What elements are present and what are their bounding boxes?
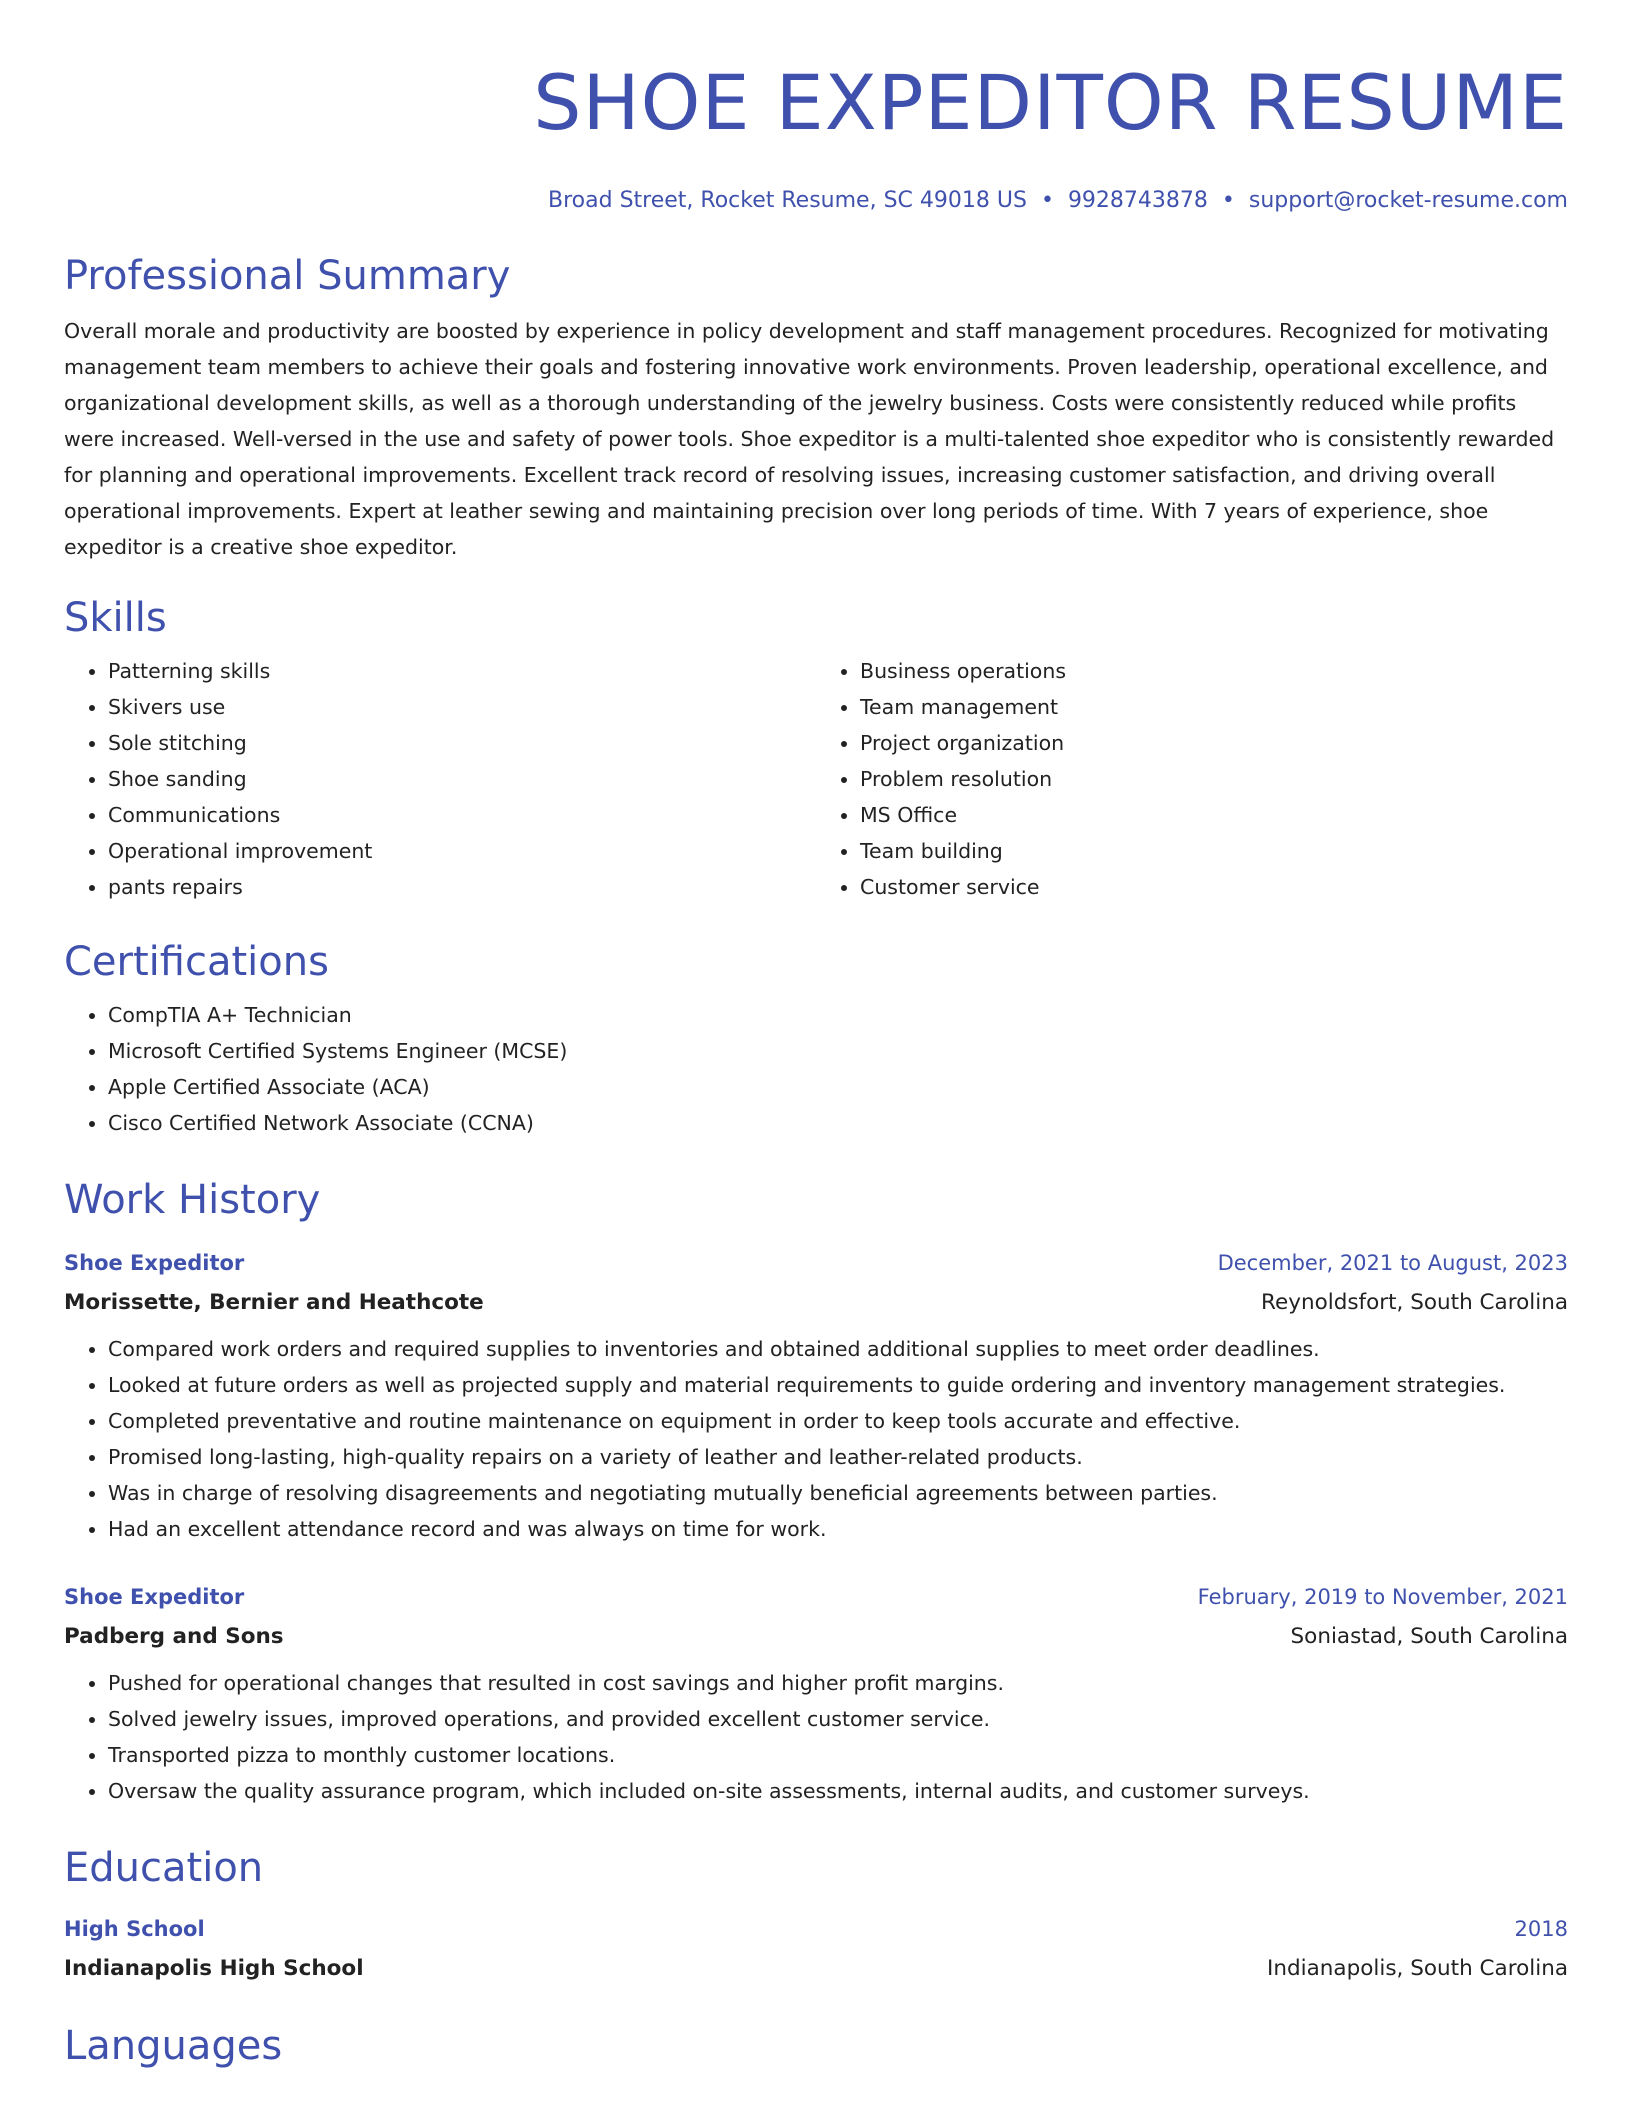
education-heading: Education xyxy=(64,1845,264,1891)
job-bullet: • Transported pizza to monthly customer locations. xyxy=(108,1737,1568,1773)
education-header-row xyxy=(64,1909,1568,1949)
contact-line xyxy=(64,186,1568,216)
job-bullets xyxy=(64,1331,1568,1547)
job-bullet: • Looked at future orders as well as projected supply and material requirements to guide ordering and inventory management strategies. xyxy=(108,1367,1568,1403)
certifications-list xyxy=(64,997,1568,1141)
summary-text: Overall morale and productivity are boosted by experience in policy development and staff management procedures. Recognized for motivating management team members to achieve their goals and fostering innovative work environments. Proven leadership, operational excellence, and organizational development skills, as well as a thorough understanding of the jewelry business. Costs were consistently reduced while profits were increased. Well-versed in the use and safety of power tools. Shoe expeditor is a multi-talented shoe expeditor who is consistently rewarded for planning and operational improvements. Excellent track record of resolving issues, increasing customer satisfaction, and driving overall operational improvements. Expert at leather sewing and maintaining precision over long periods of time. With 7 years of experience, shoe expeditor is a creative shoe expeditor. xyxy=(64,319,1555,559)
job-role: Shoe Expeditor xyxy=(64,1251,245,1275)
education-location: Indianapolis, South Carolina xyxy=(1267,1956,1568,1981)
job-role: Shoe Expeditor xyxy=(64,1585,245,1609)
job-company: Morissette, Bernier and Heathcote xyxy=(64,1290,484,1315)
resume-header xyxy=(64,0,1568,216)
job-dates: February, 2019 to November, 2021 xyxy=(1197,1585,1568,1609)
skill-item: • Problem resolution xyxy=(860,761,1568,797)
skill-item: • MS Office xyxy=(860,797,1568,833)
certification-item: • Microsoft Certified Systems Engineer (MCSE) xyxy=(108,1033,1568,1069)
resume-page xyxy=(64,0,1568,2071)
skill-item: • Customer service xyxy=(860,869,1568,905)
contact-separator: • xyxy=(1221,188,1235,213)
skills-columns xyxy=(64,653,1568,905)
skill-item: • Business operations xyxy=(860,653,1568,689)
job-bullet: • Solved jewelry issues, improved operations, and provided excellent customer service. xyxy=(108,1701,1568,1737)
skill-item: • Team building xyxy=(860,833,1568,869)
skill-item: • Project organization xyxy=(860,725,1568,761)
contact-email[interactable]: support@rocket-resume.com xyxy=(1248,188,1568,213)
skill-item: • Shoe sanding xyxy=(108,761,816,797)
education-year: 2018 xyxy=(1514,1917,1568,1941)
job-bullet: • Oversaw the quality assurance program, which included on-site assessments, internal audits, and customer surveys. xyxy=(108,1773,1568,1809)
skill-item: • Patterning skills xyxy=(108,653,816,689)
job-dates: December, 2021 to August, 2023 xyxy=(1217,1251,1568,1275)
skill-item: • Communications xyxy=(108,797,816,833)
certification-item: • CompTIA A+ Technician xyxy=(108,997,1568,1033)
job-company: Padberg and Sons xyxy=(64,1624,284,1649)
job-bullet: • Pushed for operational changes that resulted in cost savings and higher profit margins. xyxy=(108,1665,1568,1701)
skills-list-right xyxy=(816,653,1568,905)
job-header-row xyxy=(64,1577,1568,1617)
job-bullets xyxy=(64,1665,1568,1809)
skill-item: • Skivers use xyxy=(108,689,816,725)
job-company-row xyxy=(64,1617,1568,1657)
education-degree: High School xyxy=(64,1917,205,1941)
job-bullet: • Had an excellent attendance record and was always on time for work. xyxy=(108,1511,1568,1547)
education-school-row xyxy=(64,1949,1568,1989)
skills-heading: Skills xyxy=(64,595,167,641)
skills-list-left xyxy=(64,653,816,905)
job-location: Soniastad, South Carolina xyxy=(1290,1624,1568,1649)
summary-heading: Professional Summary xyxy=(64,253,511,299)
job-location: Reynoldsfort, South Carolina xyxy=(1261,1290,1568,1315)
job-company-row xyxy=(64,1283,1568,1323)
languages-heading: Languages xyxy=(64,2023,283,2069)
skill-item: • Team management xyxy=(860,689,1568,725)
contact-phone: 9928743878 xyxy=(1067,188,1208,213)
certifications-heading: Certifications xyxy=(64,939,329,985)
job-bullet: • Was in charge of resolving disagreements and negotiating mutually beneficial agreements between parties. xyxy=(108,1475,1568,1511)
certification-item: • Apple Certified Associate (ACA) xyxy=(108,1069,1568,1105)
education-entry xyxy=(64,1909,1568,1989)
education-school: Indianapolis High School xyxy=(64,1956,364,1981)
skill-item: • Operational improvement xyxy=(108,833,816,869)
job-bullet: • Completed preventative and routine maintenance on equipment in order to keep tools accurate and effective. xyxy=(108,1403,1568,1439)
job-entry xyxy=(64,1243,1568,1547)
work-history-heading: Work History xyxy=(64,1177,321,1223)
job-header-row xyxy=(64,1243,1568,1283)
job-bullet: • Promised long-lasting, high-quality repairs on a variety of leather and leather-related products. xyxy=(108,1439,1568,1475)
resume-title: SHOE EXPEDITOR RESUME xyxy=(533,58,1568,147)
skill-item: • pants repairs xyxy=(108,869,816,905)
contact-separator: • xyxy=(1040,188,1054,213)
job-entry xyxy=(64,1577,1568,1809)
job-bullet: • Compared work orders and required supplies to inventories and obtained additional supplies to meet order deadlines. xyxy=(108,1331,1568,1367)
skill-item: • Sole stitching xyxy=(108,725,816,761)
certification-item: • Cisco Certified Network Associate (CCNA) xyxy=(108,1105,1568,1141)
contact-address: Broad Street, Rocket Resume, SC 49018 US xyxy=(548,188,1027,213)
